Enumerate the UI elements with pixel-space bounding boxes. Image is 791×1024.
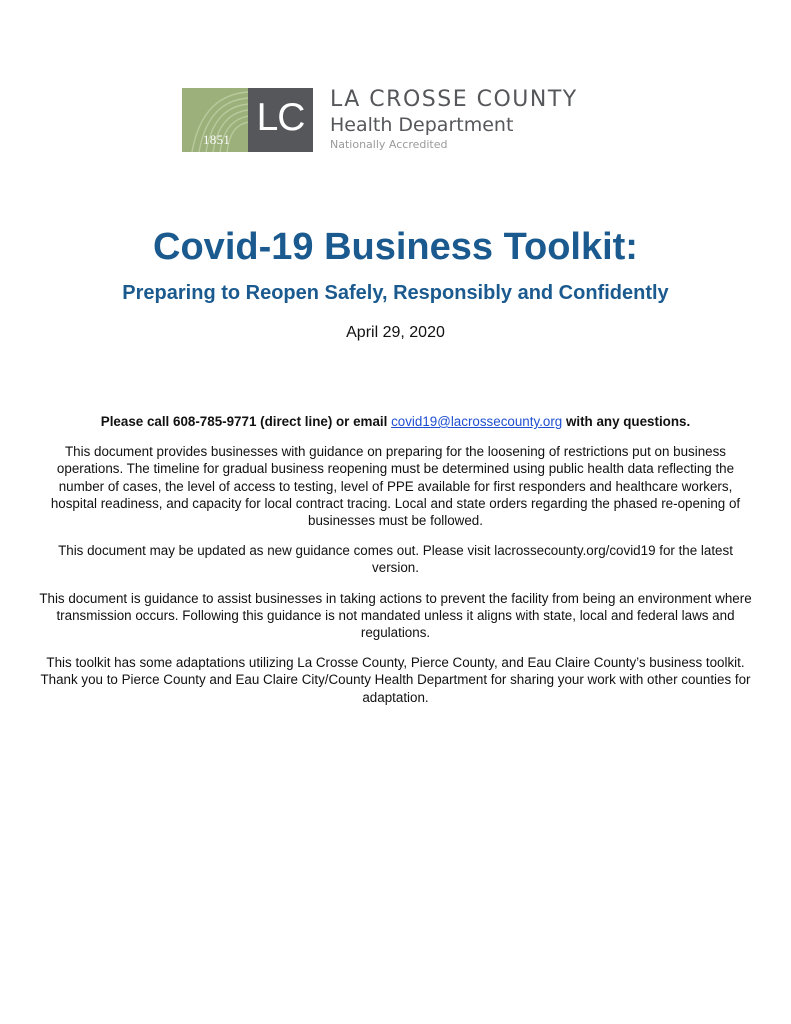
- logo-gray-panel: [248, 88, 313, 152]
- contact-suffix: with any questions.: [562, 414, 691, 429]
- logo-accreditation: Nationally Accredited: [330, 138, 448, 151]
- document-subtitle: Preparing to Reopen Safely, Responsibly and Confidently: [122, 282, 669, 304]
- logo-department-name: Health Department: [330, 114, 514, 136]
- paragraph-guidance: This document is guidance to assist businesses in taking actions to prevent the facility from being an environment where transmission occurs. Following this guidance is not mandated unless it aligns with state, local and federal laws and regulations.: [39, 590, 752, 641]
- logo-monogram: LC: [256, 96, 305, 139]
- contact-line: [38, 413, 753, 430]
- document-date: April 29, 2020: [346, 324, 445, 341]
- logo-mark: [182, 88, 313, 152]
- paragraph-acknowledgement: This toolkit has some adaptations utilizing La Crosse County, Pierce County, and Eau Claire County’s business toolkit. Thank you to Pierce County and Eau Claire City/County Health Department for sharing your work with other counties for adaptation.: [40, 655, 751, 705]
- email-link[interactable]: covid19@lacrossecounty.org: [391, 414, 563, 429]
- logo-year: 1851: [203, 132, 231, 147]
- health-department-logo: [182, 88, 622, 152]
- logo-county-name: LA CROSSE COUNTY: [330, 87, 578, 112]
- contact-prefix: Please call 608-785-9771 (direct line) or email: [100, 414, 392, 429]
- paragraph-updates: This document may be updated as new guidance comes out. Please visit lacrossecounty.org/covid19 for the latest version.: [58, 543, 733, 576]
- logo-wordmark: [330, 88, 578, 152]
- paragraph-purpose: This document provides businesses with guidance on preparing for the loosening of restrictions put on business operations. The timeline for gradual business reopening must be determined using public health data reflecting the number of cases, the level of access to testing, level of PPE available for first responders and healthcare workers, hospital readiness, and capacity for local contract tracing. Local and state orders regarding the phased re-opening of businesses must be followed.: [50, 444, 741, 529]
- document-body: [38, 413, 753, 719]
- logo-green-panel: [182, 88, 248, 152]
- document-title: Covid-19 Business Toolkit:: [153, 226, 638, 268]
